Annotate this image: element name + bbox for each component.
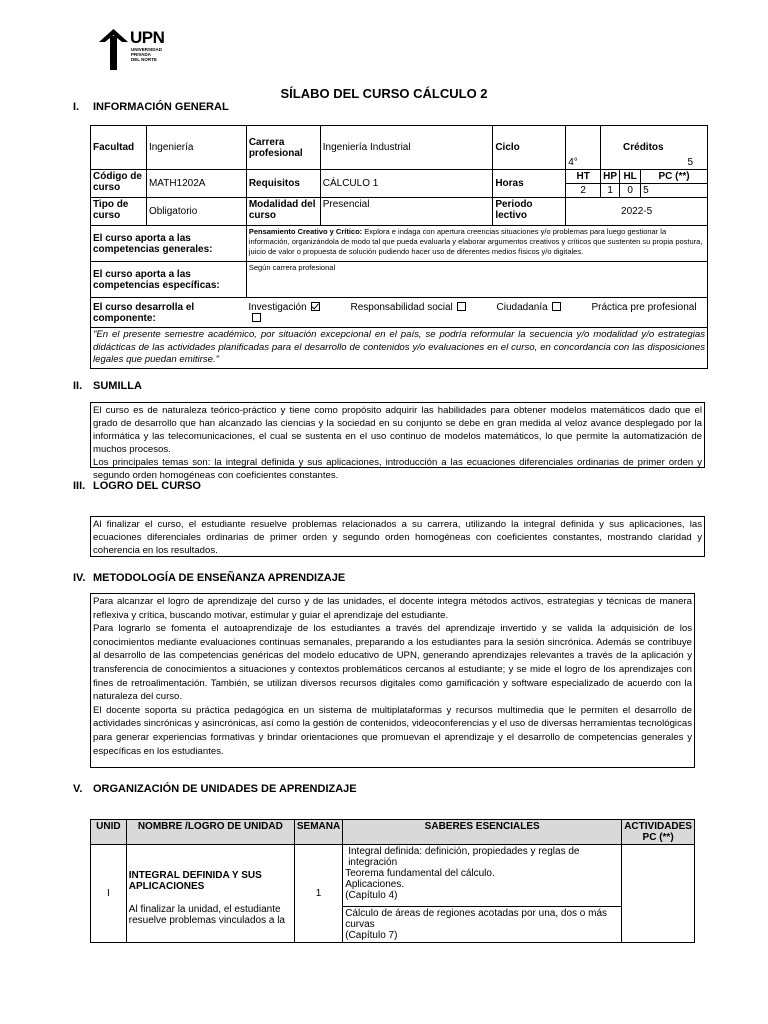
gen-competencies-label: El curso aporta a las competencias generales: — [91, 226, 247, 262]
periodo-label: Periodo lectivo — [493, 198, 566, 226]
responsabilidad-option: Responsabilidad social — [350, 302, 465, 313]
creditos-value: 5 — [685, 126, 707, 170]
pc-header: PC (**) — [641, 170, 708, 184]
logro-text: Al finalizar el curso, el estudiante resuelve problemas relacionados a su carrera, utilizando la integral definida y sus aplicaciones, las ecuaciones diferenciales ordinarias de primer orden y segundo orden homogéneas con coeficientes constantes, mostrando claridad y coherencia en los resultados. — [93, 519, 702, 556]
requisitos-value: CÁLCULO 1 — [320, 170, 493, 198]
saberes-block-2: Cálculo de áreas de regiones acotadas por una, dos o más curvas (Capítulo 7) — [343, 907, 622, 943]
investigacion-option: Investigación — [248, 302, 319, 313]
codigo-label: Código de curso — [91, 170, 147, 198]
hl-value: 0 — [620, 184, 641, 198]
checkbox-icon[interactable] — [552, 302, 561, 311]
ciudadania-option: Ciudadanía — [497, 302, 561, 313]
facultad-label: Facultad — [91, 126, 147, 170]
col-header-saberes: SABERES ESENCIALES — [343, 820, 622, 845]
hp-header: HP — [601, 170, 620, 184]
logo-name: UPN — [130, 28, 165, 47]
metodologia-paragraph-3: El docente soporta su práctica pedagógica en un sistema de multiplataformas y recursos multimedia que le permiten el desarrollo de actividades sincrónicas y asincrónicas, así como la gestión de contenidos, videoconferencias y el uso de diversas herramientas tecnológicas para generar experiencias formativas y brindar orientaciones que promuevan el aprendizaje y el desarrollo de competencias generales y específicas en los estudiantes. — [93, 704, 692, 757]
component-label: El curso desarrolla el componente: — [91, 298, 247, 328]
modalidad-value: Presencial — [320, 198, 493, 226]
unit-activities — [622, 845, 695, 943]
metodologia-paragraph-2: Para lograrlo se fomenta el autoaprendizaje de los estudiantes a través del aprendizaje invertido y se valida la adquisición de los conocimientos mediante evaluaciones continuas semanales, preparando a los estudiantes para la sesión sincrónica. Además se contribuye al desarrollo de las competencias genéricas del modelo educativo de UPN, generando aprendizajes relevantes a través de la aplicación y transferencia de conocimientos a situaciones y contextos problemáticos cercanos al estudiante; y se mide el logro de los aprendizajes con fines de retroalimentación. También, se utilizan diversos recursos digitales como gamificación y software especializado de acuerdo con la naturaleza del curso. — [93, 623, 692, 703]
component-options — [246, 298, 707, 328]
general-info-table — [90, 125, 708, 369]
col-header-actividades: ACTIVIDADES PC (**) — [622, 820, 695, 845]
col-header-unid: UNID — [91, 820, 127, 845]
section-heading-5: V. ORGANIZACIÓN DE UNIDADES DE APRENDIZAJE — [73, 783, 357, 795]
practica-option: Práctica pre profesional — [248, 302, 696, 324]
checkbox-icon[interactable] — [457, 302, 466, 311]
unit-week: 1 — [294, 845, 342, 943]
sumilla-paragraph-1: El curso es de naturaleza teórico-práctico y tiene como propósito adquirir las habilidades para obtener modelos matemáticos dado que el grado de desarrollo que han alcanzado las ciencias y la sociedad en su conjunto se debe en gran medida al veloz avance desplegado por la informática y las telecomunicaciones, el cual se sustenta en el uso continuo de modelos matemáticos, lo que permite la automatización de muchos procesos. — [93, 405, 702, 455]
carrera-value: Ingeniería Industrial — [320, 126, 493, 170]
hl-header: HL — [620, 170, 641, 184]
hp-value: 1 — [601, 184, 620, 198]
logo-subtitle: UNIVERSIDAD PRIVADA DEL NORTE — [131, 47, 163, 62]
unit-logro: Al finalizar la unidad, el estudiante resuelve problemas vinculados a la — [128, 903, 285, 926]
unit-name-cell — [126, 845, 294, 943]
disclaimer-note: "En el presente semestre académico, por situación excepcional en el país, se podría reformular la secuencia y/o modalidad y/o estrategias didácticas de las actividades planificadas para el desarrollo de contenidos y/o evaluaciones en el curso, en concordancia con las disposiciones legales que puedan emitirse." — [91, 328, 708, 369]
facultad-value: Ingeniería — [146, 126, 246, 170]
ciclo-label: Ciclo — [493, 126, 566, 170]
ciclo-value: 4° — [566, 126, 601, 170]
checkbox-checked-icon[interactable] — [311, 302, 320, 311]
carrera-label: Carrera profesional — [246, 126, 320, 170]
tipo-label: Tipo de curso — [91, 198, 147, 226]
checkbox-icon[interactable] — [252, 313, 261, 322]
unit-number: I — [91, 845, 127, 943]
section-heading-2: II. SUMILLA — [73, 380, 142, 392]
esp-competencies-label: El curso aporta a las competencias específicas: — [91, 262, 247, 298]
col-header-nombre: NOMBRE /LOGRO DE UNIDAD — [126, 820, 294, 845]
ht-value: 2 — [566, 184, 601, 198]
tipo-value: Obligatorio — [146, 198, 246, 226]
ht-header: HT — [566, 170, 601, 184]
section-heading-4: IV. METODOLOGÍA DE ENSEÑANZA APRENDIZAJE — [73, 572, 346, 584]
upn-logo — [96, 28, 170, 72]
sumilla-box — [90, 402, 705, 481]
document-title: SÍLABO DEL CURSO CÁLCULO 2 — [280, 86, 488, 101]
logro-box — [90, 516, 705, 557]
esp-competencies-text: Según carrera profesional — [246, 262, 707, 298]
unit-name: INTEGRAL DEFINIDA Y SUS APLICACIONES — [128, 869, 262, 892]
metodologia-paragraph-1: Para alcanzar el logro de aprendizaje del curso y de las unidades, el docente integra métodos activos, estrategias y técnicas de manera reflexiva y crítica, buscando motivar, estimular y guiar el aprendizaje del estudiante. — [93, 596, 692, 621]
sumilla-paragraph-2: Los principales temas son: la integral definida y sus aplicaciones, introducción a las ecuaciones diferenciales ordinarias de primer orden y segundo orden homogéneas con coeficientes constantes. — [93, 457, 702, 481]
section-heading-1: I. INFORMACIÓN GENERAL — [73, 101, 229, 113]
col-header-semana: SEMANA — [294, 820, 342, 845]
periodo-value: 2022-5 — [566, 198, 708, 226]
section-heading-3: III. LOGRO DEL CURSO — [73, 480, 201, 492]
units-table — [90, 819, 695, 943]
modalidad-label: Modalidad del curso — [246, 198, 320, 226]
creditos-label: Créditos — [601, 126, 686, 170]
metodologia-box — [90, 593, 695, 768]
codigo-value: MATH1202A — [146, 170, 246, 198]
pc-value: 5 — [641, 184, 708, 198]
gen-competencies-text: Pensamiento Creativo y Crítico: Explora e indaga con apertura creencias situaciones y/o problemas para luego gestionar la información, organizándola de modo tal que pueda evaluarla y elaborar argumentos creativos y críticos que sustenten su propia postura, juicio de valor o propuesta de solución pudiendo hacer uso de diferentes medios físicos y/o digitales. — [246, 226, 707, 262]
saberes-block-1: Integral definida: definición, propiedades y reglas de integración Teorema fundamental del cálculo. Aplicaciones. (Capítulo 4) — [343, 845, 622, 907]
horas-label: Horas — [493, 170, 566, 198]
requisitos-label: Requisitos — [246, 170, 320, 198]
